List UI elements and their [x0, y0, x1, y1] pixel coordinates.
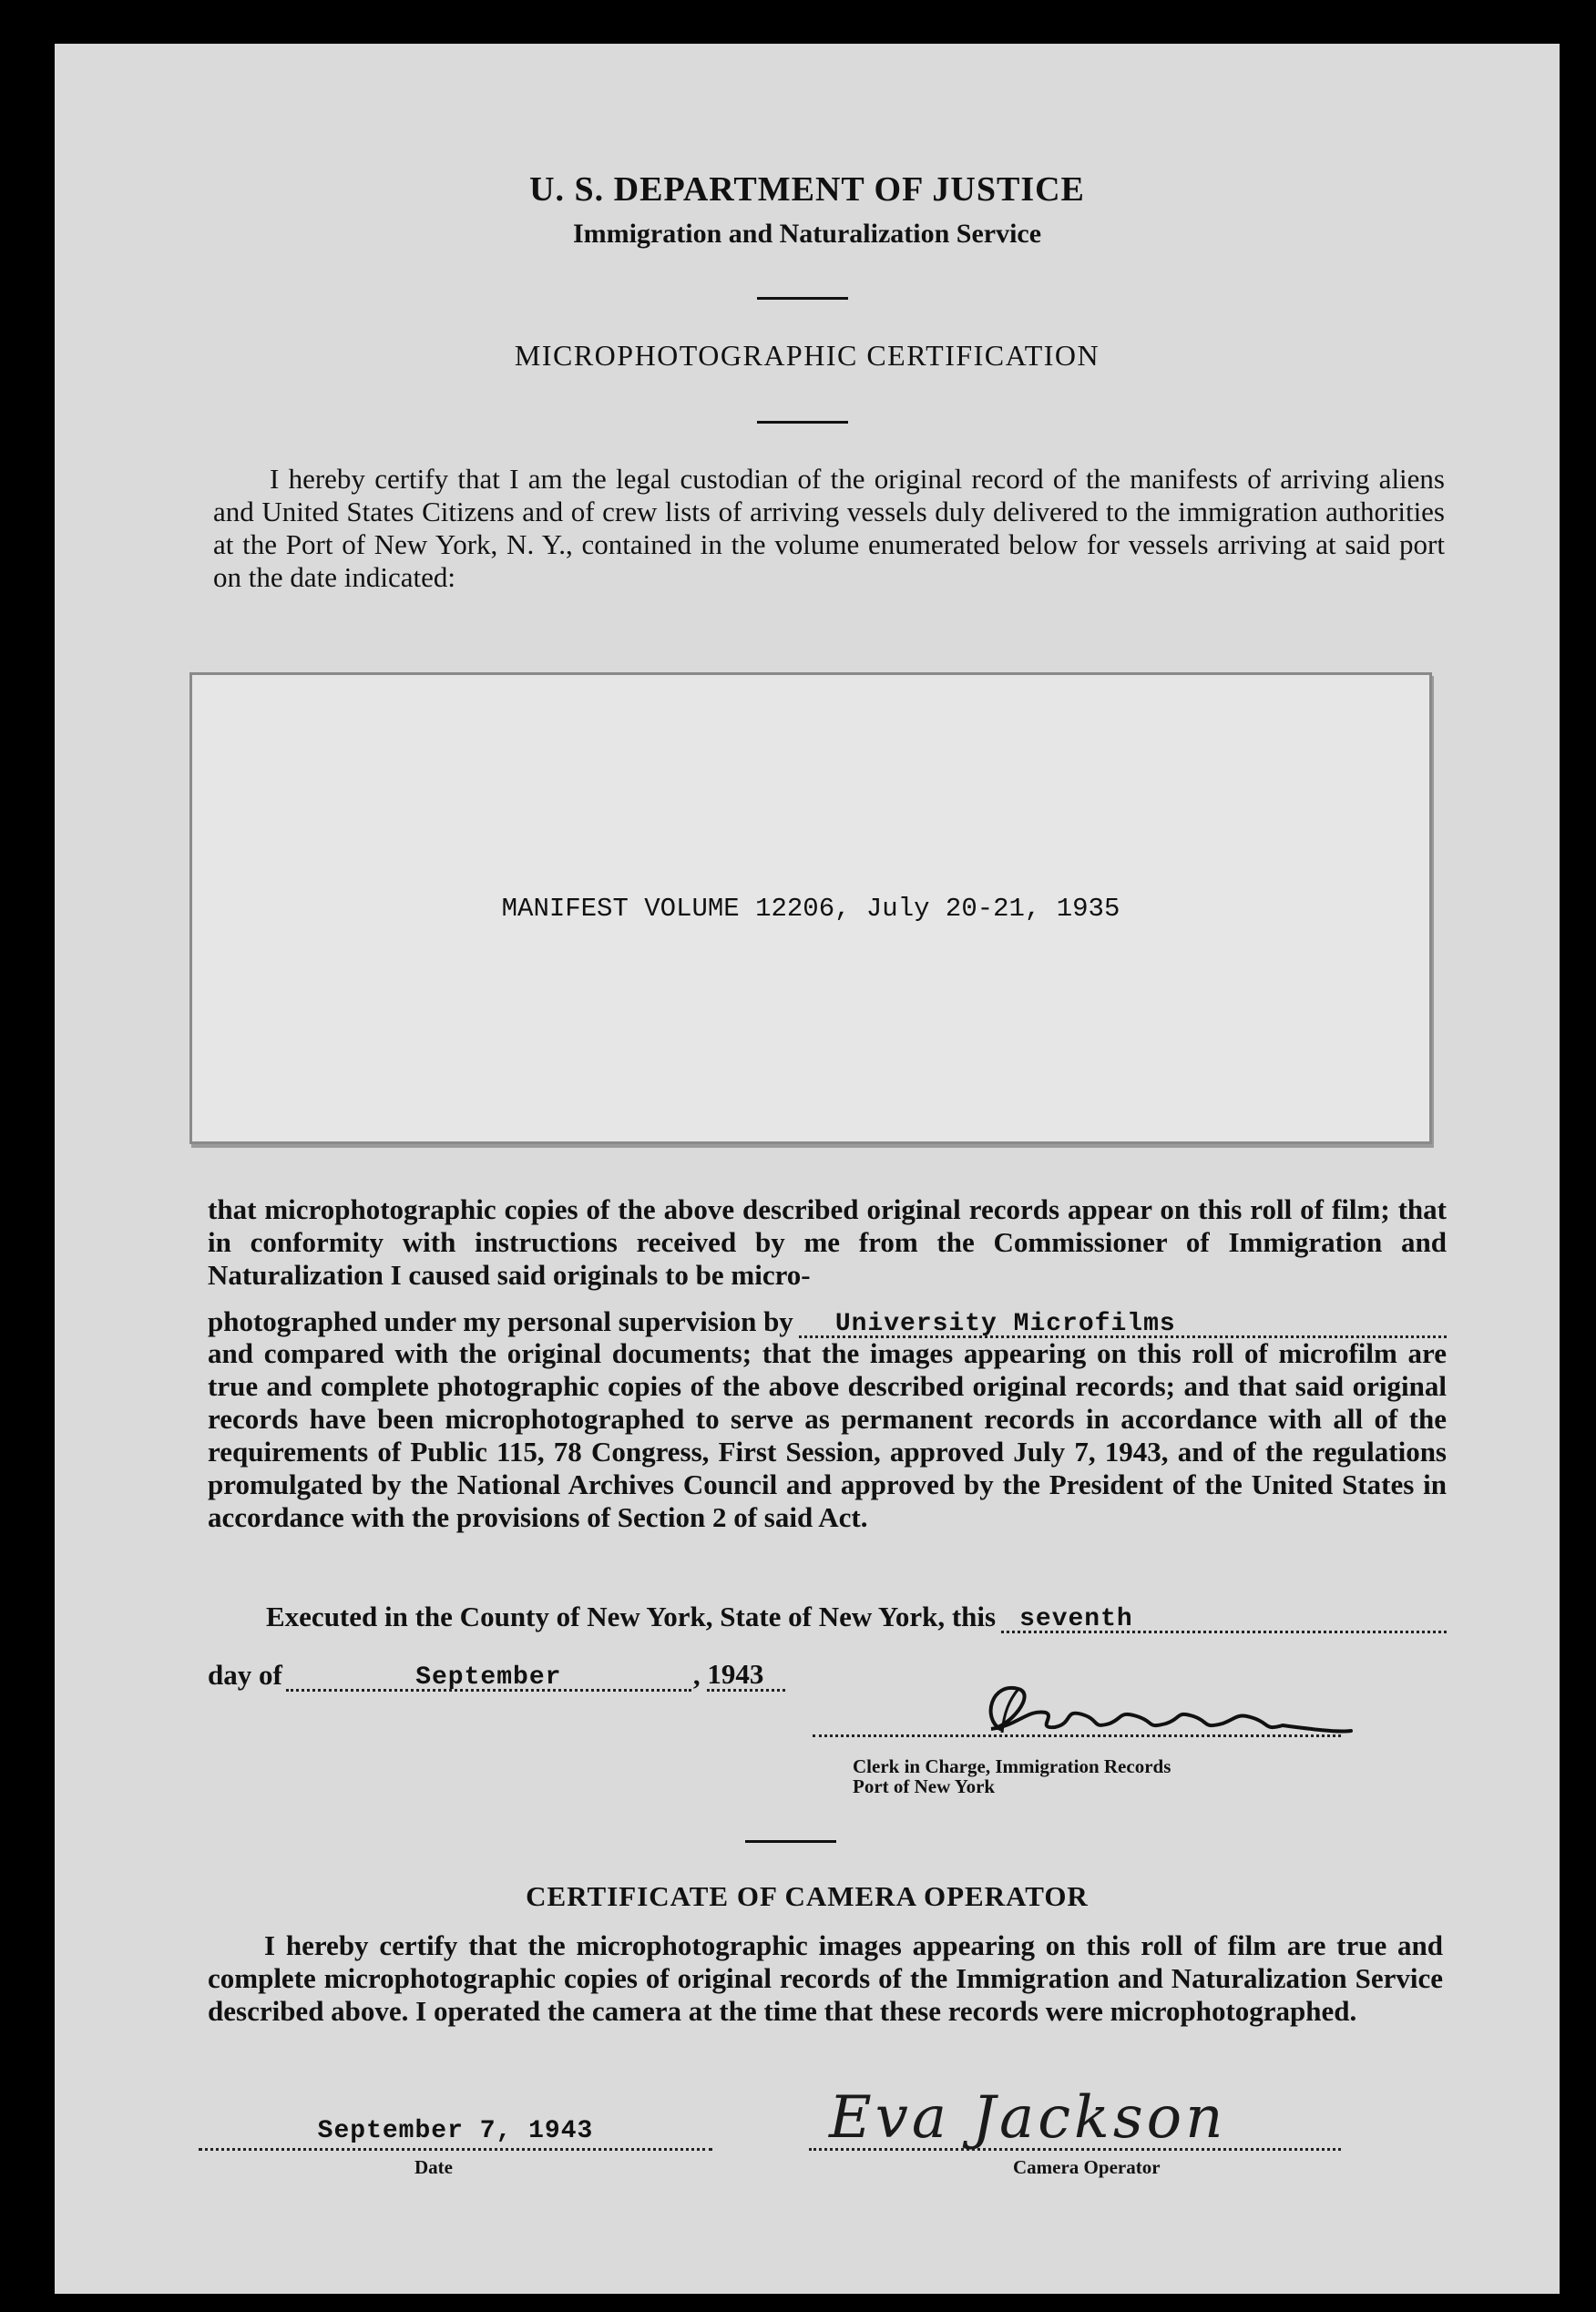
day-field	[1001, 1600, 1447, 1633]
certification-text-part1: that microphotographic copies of the above described original records appear on this roll of film; that in conformity with instructions received by me from the Commissioner of Immigration and Naturalization I caused said originals to be micro-	[208, 1193, 1447, 1291]
form-title: MICROPHOTOGRAPHIC CERTIFICATION	[514, 339, 1100, 372]
clerk-title-line1: Clerk in Charge, Immigration Records	[853, 1755, 1171, 1777]
day-of-line: day of September , 1943	[208, 1658, 785, 1692]
month-field	[286, 1658, 691, 1692]
camera-date-label: Date	[414, 2156, 453, 2178]
divider	[757, 421, 848, 424]
department-heading: U. S. DEPARTMENT OF JUSTICE	[529, 170, 1085, 209]
camera-date-value: September 7, 1943	[317, 2117, 594, 2145]
operator-value: University Microfilms	[834, 1310, 1176, 1338]
clerk-title-line2: Port of New York	[853, 1775, 996, 1797]
clerk-signature	[964, 1673, 1356, 1745]
year-value: 1943	[707, 1658, 764, 1690]
year-field	[707, 1658, 784, 1692]
operator-line-label: photographed under my personal supervision by	[208, 1305, 793, 1337]
clerk-title	[853, 1756, 1171, 1796]
day-of-label: day of	[208, 1659, 282, 1691]
divider	[757, 297, 848, 300]
operator-field	[799, 1304, 1447, 1338]
record-card-text: MANIFEST VOLUME 12206, July 20-21, 1935	[501, 894, 1120, 924]
service-subheading: Immigration and Naturalization Service	[572, 219, 1042, 249]
camera-certificate-title: CERTIFICATE OF CAMERA OPERATOR	[526, 1880, 1089, 1912]
divider	[745, 1840, 836, 1843]
camera-date-field	[199, 2113, 712, 2151]
certification-text-part2: and compared with the original documents; that the images appearing on this roll of microfilm are true and complete photographic copies of the above described original records; and that said original records have been microphotographed to serve as permanent records in accordance with all of the requirements of Public 115, 78 Congress, First Session, approved July 7, 1943, and of the regulations promulgated by the National Archives Council and approved by the President of the United States in accordance with the provisions of Section 2 of said Act.	[208, 1337, 1447, 1533]
record-card	[189, 672, 1432, 1144]
execution-label: Executed in the County of New York, State of New York, this	[266, 1601, 997, 1632]
execution-line	[266, 1600, 1447, 1633]
operator-line	[208, 1304, 1447, 1338]
camera-certificate-paragraph: I hereby certify that the microphotographic images appearing on this roll of film are true and complete microphotographic copies of original records of the Immigration and Naturalization Service described above. I operated the camera at the time that these records were microphotographed.	[208, 1929, 1443, 2027]
certificate-page	[55, 44, 1560, 2294]
month-value: September	[415, 1663, 562, 1692]
camera-operator-label: Camera Operator	[1013, 2156, 1161, 2178]
camera-operator-signature: Eva Jackson	[829, 2084, 1227, 2152]
intro-paragraph: I hereby certify that I am the legal custodian of the original record of the manifests of arriving aliens and United States Citizens and of crew lists of arriving vessels duly delivered to the immigration authorities at the Port of New York, N. Y., contained in the volume enumerated below for vessels arriving at said port on the date indicated:	[213, 463, 1445, 593]
day-value: seventh	[1019, 1605, 1133, 1633]
